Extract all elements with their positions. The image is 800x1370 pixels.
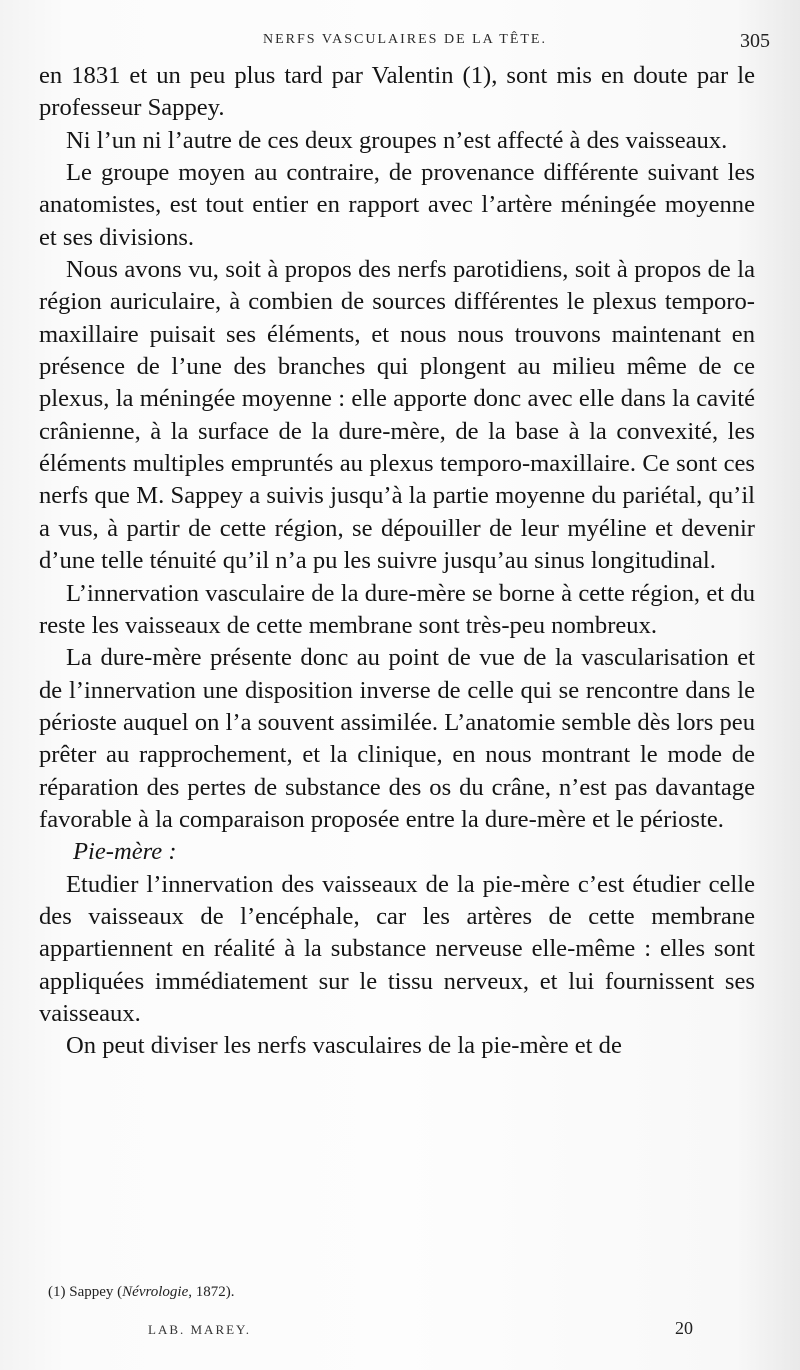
printer-signature: LAB. MAREY. bbox=[148, 1322, 252, 1337]
footnote-tail: , 1872). bbox=[188, 1284, 235, 1300]
paragraph-continuation: en 1831 et un peu plus tard par Valentin (1), sont mis en doute par le professeur Sappey. bbox=[39, 62, 755, 122]
running-title: NERFS VASCULAIRES DE LA TÊTE. bbox=[263, 32, 547, 47]
footnote-work-title: Névrologie bbox=[122, 1284, 189, 1300]
signature-line bbox=[148, 1318, 693, 1342]
running-header bbox=[40, 32, 770, 56]
paragraph-dura-innervation: L’innervation vasculaire de la dure-mère se borne à cette région, et du reste les vaisseaux de cette membrane sont très-peu nombreux. bbox=[39, 579, 755, 639]
footnote bbox=[48, 1284, 748, 1301]
body-text bbox=[39, 60, 755, 1063]
subheading-pia-mater: Pie-mère : bbox=[73, 838, 177, 866]
paragraph-pia-vessels: Etudier l’innervation des vaisseaux de la pie-mère c’est étudier celle des vaisseaux de l’encéphale, car les artères de cette membrane appartiennent en réalité à la substance nerveuse elle-même : elles sont appliquées immédiatement sur le tissu nerveux, et lui fournissent ses vaisseaux. bbox=[39, 870, 755, 1027]
paragraph-divide-nerves: On peut diviser les nerfs vasculaires de la pie-mère et de bbox=[66, 1032, 622, 1060]
paragraph-groups-not-vascular: Ni l’un ni l’autre de ces deux groupes n’est affecté à des vaisseaux. bbox=[66, 126, 728, 154]
paragraph-dura-periosteum: La dure-mère présente donc au point de vue de la vascularisation et de l’innervation une disposition inverse de celle qui se rencontre dans le périoste auquel on l’a souvent assimilée. L’anatomie semble dès lors peu prêter au rapprochement, et la clinique, en nous montrant le mode de réparation des pertes de substance des os du crâne, n’est pas davantage favorable à la comparaison proposée entre la dure-mère et le périoste. bbox=[39, 644, 755, 833]
paragraph-temporo-maxillary-plexus: Nous avons vu, soit à propos des nerfs parotidiens, soit à propos de la région auriculaire, à combien de sources différentes le plexus temporo-maxillaire puisait ses éléments, et nous nous trouvons maintenant en présence de l’une des branches qui plongent au milieu même de ce plexus, la méningée moyenne : elle apporte donc avec elle dans la cavité crânienne, à la surface de la dure-mère, de la base à la convexité, les éléments multiples empruntés au plexus temporo-maxillaire. Ce sont ces nerfs que M. Sappey a suivis jusqu’à la partie moyenne du pariétal, qu’il a vus, à partir de cette région, se dépouiller de leur myéline et devenir d’une telle ténuité qu’il n’a pu les suivre jusqu’au sinus longitudinal. bbox=[39, 256, 755, 575]
page-number: 305 bbox=[740, 30, 770, 52]
gathering-number: 20 bbox=[675, 1318, 693, 1338]
paragraph-middle-group: Le groupe moyen au contraire, de provenance différente suivant les anatomistes, est tout entier en rapport avec l’artère méningée moyenne et ses divisions. bbox=[39, 159, 755, 251]
footnote-marker: (1) Sappey ( bbox=[48, 1284, 123, 1300]
